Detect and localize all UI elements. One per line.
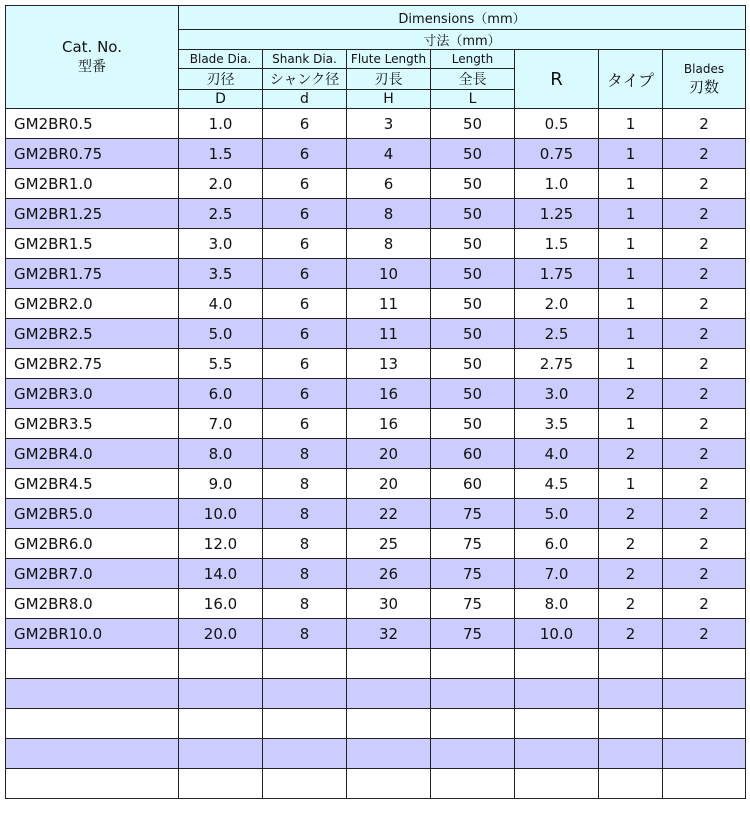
r-cell: 1.75 xyxy=(515,259,599,289)
flute-length-cell: 11 xyxy=(347,289,431,319)
shank-dia-cell: 6 xyxy=(263,409,347,439)
type-cell: 2 xyxy=(599,439,663,469)
shank-dia-cell xyxy=(263,679,347,709)
r-cell: 2.5 xyxy=(515,319,599,349)
type-cell xyxy=(599,649,663,679)
shank-dia-cell: 6 xyxy=(263,349,347,379)
table-row xyxy=(6,529,746,559)
cat-no-cell: GM2BR5.0 xyxy=(6,499,179,529)
flute-length-cell: 32 xyxy=(347,619,431,649)
r-cell: 3.5 xyxy=(515,409,599,439)
table-row xyxy=(6,589,746,619)
r-cell: 4.0 xyxy=(515,439,599,469)
table-row xyxy=(6,289,746,319)
cat-no-jp-label: 型番 xyxy=(78,59,106,75)
flute-length-cell: 10 xyxy=(347,259,431,289)
shank-dia-cell: 6 xyxy=(263,169,347,199)
table-row xyxy=(6,559,746,589)
cat-no-cell: GM2BR2.0 xyxy=(6,289,179,319)
blade-dia-cell: 16.0 xyxy=(179,589,263,619)
empty-table-row xyxy=(6,649,746,679)
length-cell: 50 xyxy=(431,109,515,139)
r-cell: 1.25 xyxy=(515,199,599,229)
blades-cell: 2 xyxy=(663,619,746,649)
blade-dia-cell: 5.5 xyxy=(179,349,263,379)
flute-length-cell xyxy=(347,649,431,679)
shank-dia-cell: 8 xyxy=(263,499,347,529)
blade-dia-cell: 7.0 xyxy=(179,409,263,439)
blades-cell: 2 xyxy=(663,529,746,559)
blade-dia-cell: 3.0 xyxy=(179,229,263,259)
length-cell: 75 xyxy=(431,559,515,589)
r-cell: 4.5 xyxy=(515,469,599,499)
cat-no-cell: GM2BR3.0 xyxy=(6,379,179,409)
length-en-header: Length xyxy=(431,50,515,69)
blade-dia-cell xyxy=(179,769,263,799)
table-body xyxy=(6,109,746,799)
type-cell: 2 xyxy=(599,529,663,559)
type-cell: 2 xyxy=(599,559,663,589)
blades-cell: 2 xyxy=(663,199,746,229)
table-row xyxy=(6,229,746,259)
flute-length-cell: 30 xyxy=(347,589,431,619)
shank-dia-symbol: d xyxy=(263,90,347,109)
r-cell xyxy=(515,769,599,799)
blade-dia-cell xyxy=(179,739,263,769)
length-cell: 75 xyxy=(431,499,515,529)
table-row xyxy=(6,439,746,469)
flute-length-cell: 8 xyxy=(347,199,431,229)
type-cell: 2 xyxy=(599,379,663,409)
r-cell: 5.0 xyxy=(515,499,599,529)
type-cell: 1 xyxy=(599,169,663,199)
shank-dia-cell: 6 xyxy=(263,109,347,139)
shank-dia-cell xyxy=(263,739,347,769)
shank-dia-cell xyxy=(263,649,347,679)
blade-dia-cell: 20.0 xyxy=(179,619,263,649)
shank-dia-cell: 6 xyxy=(263,379,347,409)
flute-length-cell: 16 xyxy=(347,379,431,409)
blade-dia-cell: 8.0 xyxy=(179,439,263,469)
type-cell xyxy=(599,709,663,739)
length-cell: 50 xyxy=(431,289,515,319)
length-cell: 50 xyxy=(431,409,515,439)
flute-length-cell xyxy=(347,709,431,739)
cat-no-cell: GM2BR1.0 xyxy=(6,169,179,199)
blades-cell: 2 xyxy=(663,589,746,619)
r-cell: 1.0 xyxy=(515,169,599,199)
type-cell: 1 xyxy=(599,259,663,289)
blade-dia-cell: 6.0 xyxy=(179,379,263,409)
r-header-label: R xyxy=(550,68,563,90)
table-row xyxy=(6,409,746,439)
flute-length-symbol: H xyxy=(347,90,431,109)
cat-no-cell: GM2BR6.0 xyxy=(6,529,179,559)
blades-cell xyxy=(663,739,746,769)
shank-dia-cell: 6 xyxy=(263,259,347,289)
cat-no-cell: GM2BR2.75 xyxy=(6,349,179,379)
blades-cell: 2 xyxy=(663,349,746,379)
length-cell: 50 xyxy=(431,259,515,289)
length-cell xyxy=(431,649,515,679)
blade-dia-cell xyxy=(179,709,263,739)
blades-cell: 2 xyxy=(663,379,746,409)
cat-no-cell xyxy=(6,739,179,769)
shank-dia-cell: 6 xyxy=(263,139,347,169)
spec-table xyxy=(5,5,746,799)
blades-cell: 2 xyxy=(663,499,746,529)
blades-cell xyxy=(663,679,746,709)
length-cell: 75 xyxy=(431,529,515,559)
blades-cell: 2 xyxy=(663,259,746,289)
blades-cell: 2 xyxy=(663,319,746,349)
length-cell: 50 xyxy=(431,229,515,259)
flute-length-cell: 22 xyxy=(347,499,431,529)
r-cell: 2.75 xyxy=(515,349,599,379)
cat-no-cell xyxy=(6,679,179,709)
shank-dia-cell xyxy=(263,769,347,799)
cat-no-cell xyxy=(6,769,179,799)
length-cell: 75 xyxy=(431,619,515,649)
length-cell: 50 xyxy=(431,169,515,199)
blades-cell xyxy=(663,649,746,679)
r-cell: 1.5 xyxy=(515,229,599,259)
r-cell xyxy=(515,679,599,709)
length-cell: 60 xyxy=(431,469,515,499)
type-cell xyxy=(599,679,663,709)
r-cell xyxy=(515,739,599,769)
flute-length-en-header: Flute Length xyxy=(347,50,431,69)
empty-table-row xyxy=(6,769,746,799)
flute-length-cell: 16 xyxy=(347,409,431,439)
table-row xyxy=(6,469,746,499)
blade-dia-cell: 12.0 xyxy=(179,529,263,559)
type-cell: 1 xyxy=(599,349,663,379)
length-cell: 50 xyxy=(431,139,515,169)
blades-jp-label: 刃数 xyxy=(689,77,720,96)
shank-dia-cell: 6 xyxy=(263,289,347,319)
blades-cell xyxy=(663,709,746,739)
r-cell: 3.0 xyxy=(515,379,599,409)
type-cell: 1 xyxy=(599,139,663,169)
type-cell xyxy=(599,769,663,799)
cat-no-cell: GM2BR0.5 xyxy=(6,109,179,139)
length-cell: 60 xyxy=(431,439,515,469)
r-cell xyxy=(515,709,599,739)
type-cell: 1 xyxy=(599,409,663,439)
type-cell: 1 xyxy=(599,289,663,319)
length-cell xyxy=(431,769,515,799)
length-jp-header: 全長 xyxy=(431,69,515,90)
type-header-label: タイプ xyxy=(606,70,655,90)
cat-no-cell: GM2BR0.75 xyxy=(6,139,179,169)
type-cell: 1 xyxy=(599,109,663,139)
dimensions-en-header: Dimensions（mm） xyxy=(179,6,746,30)
r-cell: 2.0 xyxy=(515,289,599,319)
r-cell: 8.0 xyxy=(515,589,599,619)
flute-length-cell: 13 xyxy=(347,349,431,379)
flute-length-cell: 6 xyxy=(347,169,431,199)
empty-table-row xyxy=(6,709,746,739)
flute-length-cell: 4 xyxy=(347,139,431,169)
blades-cell: 2 xyxy=(663,169,746,199)
blade-dia-en-header: Blade Dia. xyxy=(179,50,263,69)
cat-no-cell: GM2BR8.0 xyxy=(6,589,179,619)
flute-length-cell: 20 xyxy=(347,469,431,499)
table-row xyxy=(6,499,746,529)
blades-cell: 2 xyxy=(663,139,746,169)
cat-no-cell: GM2BR1.25 xyxy=(6,199,179,229)
blade-dia-cell: 5.0 xyxy=(179,319,263,349)
flute-length-cell: 26 xyxy=(347,559,431,589)
type-cell: 1 xyxy=(599,319,663,349)
type-cell: 2 xyxy=(599,499,663,529)
type-cell: 1 xyxy=(599,469,663,499)
shank-dia-cell: 8 xyxy=(263,619,347,649)
shank-dia-cell: 8 xyxy=(263,589,347,619)
r-header xyxy=(515,50,599,109)
table-row xyxy=(6,109,746,139)
table-row xyxy=(6,169,746,199)
cat-no-cell: GM2BR1.75 xyxy=(6,259,179,289)
blade-dia-cell: 1.5 xyxy=(179,139,263,169)
cat-no-en-label: Cat. No. xyxy=(62,38,122,56)
shank-dia-cell: 6 xyxy=(263,199,347,229)
empty-table-row xyxy=(6,679,746,709)
length-cell xyxy=(431,679,515,709)
r-cell: 6.0 xyxy=(515,529,599,559)
cat-no-cell: GM2BR1.5 xyxy=(6,229,179,259)
length-symbol: L xyxy=(431,90,515,109)
table-row xyxy=(6,199,746,229)
r-cell: 0.5 xyxy=(515,109,599,139)
blade-dia-cell: 4.0 xyxy=(179,289,263,319)
flute-length-cell: 3 xyxy=(347,109,431,139)
table-row xyxy=(6,349,746,379)
blades-cell: 2 xyxy=(663,109,746,139)
type-cell: 1 xyxy=(599,229,663,259)
shank-dia-cell: 6 xyxy=(263,229,347,259)
shank-dia-cell xyxy=(263,709,347,739)
blades-cell: 2 xyxy=(663,469,746,499)
length-cell xyxy=(431,739,515,769)
table-row xyxy=(6,619,746,649)
length-cell xyxy=(431,709,515,739)
shank-dia-jp-header: シャンク径 xyxy=(263,69,347,90)
cat-no-cell: GM2BR3.5 xyxy=(6,409,179,439)
cat-no-cell: GM2BR4.5 xyxy=(6,469,179,499)
blade-dia-cell: 14.0 xyxy=(179,559,263,589)
table-header xyxy=(6,6,746,109)
shank-dia-en-header: Shank Dia. xyxy=(263,50,347,69)
type-cell: 2 xyxy=(599,589,663,619)
blades-en-label: Blades xyxy=(683,61,725,76)
flute-length-cell: 11 xyxy=(347,319,431,349)
cat-no-header xyxy=(6,6,179,109)
blade-dia-cell xyxy=(179,679,263,709)
flute-length-cell: 8 xyxy=(347,229,431,259)
flute-length-cell xyxy=(347,769,431,799)
blades-header xyxy=(663,50,746,109)
cat-no-cell: GM2BR4.0 xyxy=(6,439,179,469)
flute-length-cell xyxy=(347,739,431,769)
cat-no-cell xyxy=(6,649,179,679)
blade-dia-cell: 1.0 xyxy=(179,109,263,139)
type-cell xyxy=(599,739,663,769)
table-row xyxy=(6,139,746,169)
table-row xyxy=(6,259,746,289)
shank-dia-cell: 6 xyxy=(263,319,347,349)
flute-length-cell: 25 xyxy=(347,529,431,559)
empty-table-row xyxy=(6,739,746,769)
blades-cell xyxy=(663,769,746,799)
table-row xyxy=(6,319,746,349)
blade-dia-cell: 9.0 xyxy=(179,469,263,499)
table-row xyxy=(6,379,746,409)
blades-cell: 2 xyxy=(663,229,746,259)
blades-cell: 2 xyxy=(663,559,746,589)
type-cell: 1 xyxy=(599,199,663,229)
dimensions-jp-header: 寸法（mm） xyxy=(179,30,746,50)
type-header xyxy=(599,50,663,109)
cat-no-cell xyxy=(6,709,179,739)
shank-dia-cell: 8 xyxy=(263,469,347,499)
length-cell: 50 xyxy=(431,199,515,229)
blades-cell: 2 xyxy=(663,409,746,439)
cat-no-cell: GM2BR7.0 xyxy=(6,559,179,589)
blade-dia-symbol: D xyxy=(179,90,263,109)
blade-dia-cell xyxy=(179,649,263,679)
blade-dia-cell: 2.5 xyxy=(179,199,263,229)
cat-no-cell: GM2BR2.5 xyxy=(6,319,179,349)
length-cell: 50 xyxy=(431,379,515,409)
blade-dia-jp-header: 刃径 xyxy=(179,69,263,90)
type-cell: 2 xyxy=(599,619,663,649)
shank-dia-cell: 8 xyxy=(263,529,347,559)
blades-cell: 2 xyxy=(663,439,746,469)
r-cell: 10.0 xyxy=(515,619,599,649)
r-cell: 7.0 xyxy=(515,559,599,589)
flute-length-jp-header: 刃長 xyxy=(347,69,431,90)
length-cell: 75 xyxy=(431,589,515,619)
blade-dia-cell: 2.0 xyxy=(179,169,263,199)
shank-dia-cell: 8 xyxy=(263,439,347,469)
blade-dia-cell: 3.5 xyxy=(179,259,263,289)
cat-no-cell: GM2BR10.0 xyxy=(6,619,179,649)
r-cell: 0.75 xyxy=(515,139,599,169)
flute-length-cell xyxy=(347,679,431,709)
length-cell: 50 xyxy=(431,349,515,379)
length-cell: 50 xyxy=(431,319,515,349)
blades-cell: 2 xyxy=(663,289,746,319)
r-cell xyxy=(515,649,599,679)
flute-length-cell: 20 xyxy=(347,439,431,469)
shank-dia-cell: 8 xyxy=(263,559,347,589)
blade-dia-cell: 10.0 xyxy=(179,499,263,529)
